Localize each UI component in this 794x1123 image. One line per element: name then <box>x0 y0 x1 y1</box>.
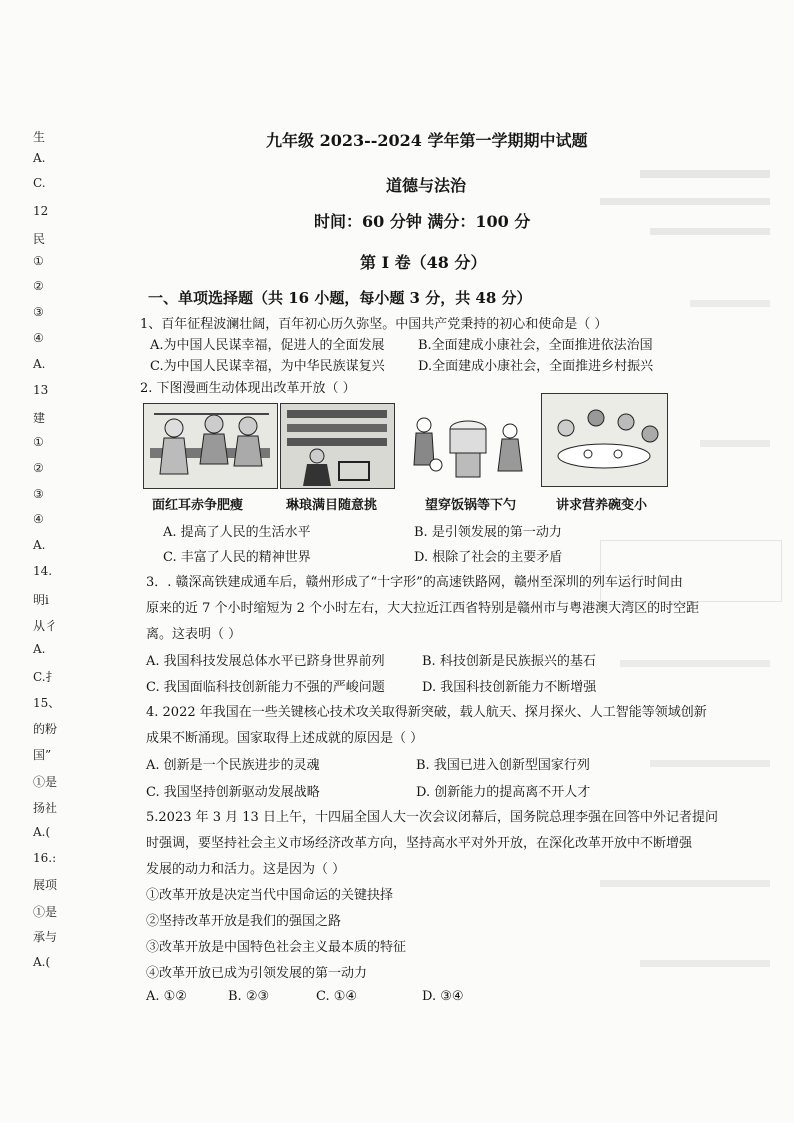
left-edge-fragment: 建 <box>33 411 46 425</box>
q5-statement-3: ③改革开放是中国特色社会主义最本质的特征 <box>146 940 407 955</box>
exam-title: 九年级 2023--2024 学年第一学期期中试题 <box>266 131 588 150</box>
left-edge-fragment: ③ <box>33 305 44 319</box>
q3-option-b: B. 科技创新是民族振兴的基石 <box>422 654 596 669</box>
left-edge-fragment: 12 <box>33 204 49 218</box>
left-edge-fragment: 承与 <box>33 930 58 944</box>
comic-caption-4: 讲求营养碗变小 <box>556 498 648 513</box>
q5-statement-1: ①改革开放是决定当代中国命运的关键抉择 <box>146 888 394 903</box>
q3-stem-line1: 3．. 赣深高铁建成通车后，赣州形成了“十字形”的高速铁路网，赣州至深圳的列车运行时间由 <box>146 575 683 590</box>
q5-statement-4: ④改革开放已成为引领发展的第一动力 <box>146 966 368 981</box>
left-edge-fragment: A.( <box>33 825 51 839</box>
left-edge-fragment: ④ <box>33 331 44 345</box>
q1-stem: 1、百年征程波澜壮阔，百年初心历久弥坚。中国共产党秉持的初心和使命是（ ） <box>140 317 608 332</box>
q5-option-a: A. ①② <box>146 989 187 1004</box>
left-edge-fragment: 展项 <box>33 878 58 892</box>
q1-option-c: C.为中国人民谋幸福，为中华民族谋复兴 <box>150 359 385 374</box>
q4-option-b: B. 我国已进入创新型国家行列 <box>416 758 590 773</box>
subject-title: 道德与法治 <box>386 176 467 195</box>
q4-option-d: D. 创新能力的提高离不开人才 <box>416 785 591 800</box>
left-edge-fragment: ① <box>33 435 44 449</box>
left-edge-fragment: A. <box>33 357 46 371</box>
q3-option-c: C. 我国面临科技创新能力不强的严峻问题 <box>146 680 385 695</box>
q3-stem-line2: 原来的近 7 个小时缩短为 2 个小时左右，大大拉近江西省特别是赣州市与粤港澳大湾区的时空距 <box>146 601 700 616</box>
q3-option-a: A. 我国科技发展总体水平已跻身世界前列 <box>146 654 385 669</box>
left-edge-fragment: A. <box>33 538 46 552</box>
comic-panel-3 <box>406 395 531 487</box>
comic-caption-1: 面红耳赤争肥瘦 <box>152 498 244 513</box>
comic-supermarket-illustration <box>281 404 394 488</box>
comic-family-dinner-illustration <box>542 394 667 486</box>
comic-panel-4 <box>541 393 668 487</box>
q2-option-c: C. 丰富了人民的精神世界 <box>163 550 311 565</box>
comic-panel-2 <box>280 403 395 489</box>
left-edge-fragment: 15、 <box>33 696 61 710</box>
q1-option-d: D.全面建成小康社会，全面推进乡村振兴 <box>418 359 654 374</box>
q5-stem-line3: 发展的动力和活力。这是因为（ ） <box>146 862 346 877</box>
q3-option-d: D. 我国科技创新能力不断增强 <box>422 680 597 695</box>
left-edge-fragment: ② <box>33 279 44 293</box>
q2-option-a: A. 提高了人民的生活水平 <box>163 525 311 540</box>
q5-statement-2: ②坚持改革开放是我们的强国之路 <box>146 914 342 929</box>
q4-option-a: A. 创新是一个民族进步的灵魂 <box>146 758 320 773</box>
left-edge-fragment: ③ <box>33 487 44 501</box>
left-edge-fragment: 生 <box>33 130 46 144</box>
left-edge-fragment: ①是 <box>33 905 58 919</box>
q4-stem-line1: 4. 2022 年我国在一些关键核心技术攻关取得新突破，载人航天、探月探火、人工智能等领域创新 <box>146 705 707 720</box>
left-edge-fragment: 的粉 <box>33 722 58 736</box>
left-edge-fragment: C. <box>33 176 46 190</box>
left-edge-fragment: ④ <box>33 512 44 526</box>
q2-stem: 2. 下图漫画生动体现出改革开放（ ） <box>140 381 356 396</box>
q5-option-c: C. ①④ <box>316 989 358 1004</box>
comic-caption-2: 琳琅满目随意挑 <box>286 498 378 513</box>
left-edge-fragment: A. <box>33 151 46 165</box>
left-edge-fragment: 扬社 <box>33 801 58 815</box>
left-edge-fragment: 国” <box>33 748 52 762</box>
left-edge-fragment: 13 <box>33 383 49 397</box>
q3-stem-line3: 离。这表明（ ） <box>146 627 242 642</box>
left-edge-fragment: 从彳 <box>33 619 58 633</box>
comic-butcher-illustration <box>144 404 277 488</box>
left-edge-fragment: 明i <box>33 593 49 607</box>
q1-option-b: B.全面建成小康社会，全面推进依法治国 <box>418 338 653 353</box>
left-edge-fragment: 16.: <box>33 851 57 865</box>
q2-option-d: D. 根除了社会的主要矛盾 <box>414 550 563 565</box>
time-score-line: 时间：60 分钟 满分：100 分 <box>314 212 531 231</box>
left-edge-fragment: ② <box>33 461 44 475</box>
left-edge-fragment: 14. <box>33 564 53 578</box>
q4-option-c: C. 我国坚持创新驱动发展战略 <box>146 785 320 800</box>
left-edge-fragment: ①是 <box>33 775 58 789</box>
comic-pot-illustration <box>406 395 531 487</box>
q5-stem-line1: 5.2023 年 3 月 13 日上午，十四届全国人大一次会议闭幕后，国务院总理李强在回答中外记者提问 <box>146 810 718 825</box>
left-edge-fragment: C.扌 <box>33 670 58 684</box>
q5-option-b: B. ②③ <box>228 989 270 1004</box>
left-edge-fragment: ① <box>33 254 44 268</box>
q5-option-d: D. ③④ <box>422 989 464 1004</box>
section-heading: 一、单项选择题（共 16 小题，每小题 3 分，共 48 分） <box>148 289 532 307</box>
q2-option-b: B. 是引领发展的第一动力 <box>414 525 562 540</box>
left-edge-fragment: A. <box>33 642 46 656</box>
comic-caption-3: 望穿饭锅等下勺 <box>425 498 517 513</box>
q1-option-a: A.为中国人民谋幸福，促进人的全面发展 <box>150 338 385 353</box>
left-edge-fragment: A.( <box>33 955 51 969</box>
left-edge-fragment: 民 <box>33 232 46 246</box>
q4-stem-line2: 成果不断涌现。国家取得上述成就的原因是（ ） <box>146 731 424 746</box>
q5-stem-line2: 时强调，要坚持社会主义市场经济改革方向，坚持高水平对外开放，在深化改革开放中不断增强 <box>146 836 693 851</box>
volume-title: 第 I 卷（48 分） <box>360 253 487 272</box>
comic-panel-1 <box>143 403 278 489</box>
